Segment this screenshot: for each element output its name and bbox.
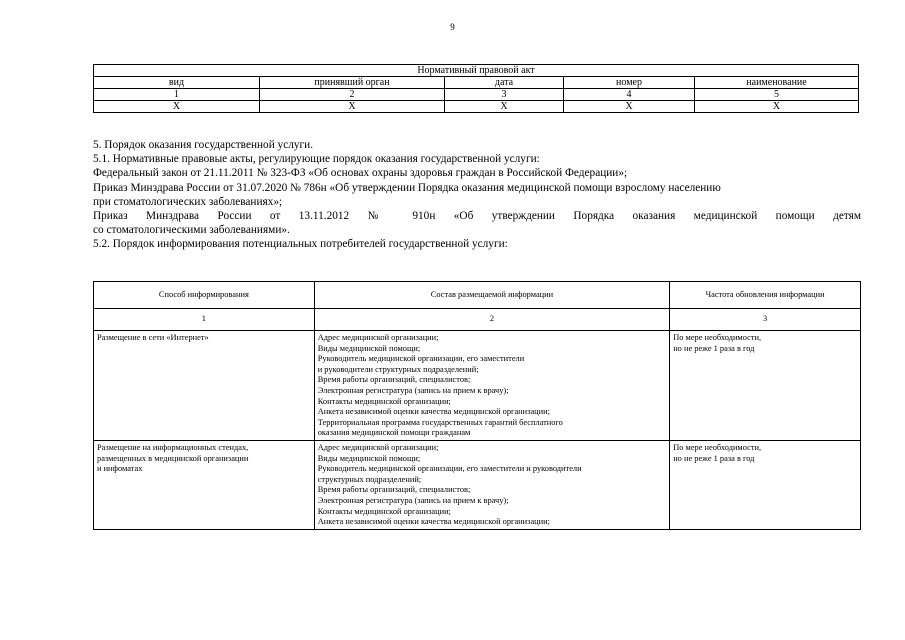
info-content-line: и руководители структурных подразделений; [317, 364, 479, 374]
info-content-line: оказания медицинской помощи гражданам [317, 428, 471, 438]
legal-act-table [93, 64, 859, 113]
info-content-line: Анкета независимой оценки качества медицинской организации; [317, 517, 550, 527]
info-method-line: и инфоматах [97, 464, 143, 474]
page-number: 9 [450, 22, 455, 32]
info-col-number: 2 [314, 309, 669, 331]
legal-act-header-date: дата [445, 77, 564, 89]
legal-act-col-number: 1 [94, 89, 260, 101]
legal-act-value: X [695, 101, 859, 113]
info-content-line: Виды медицинской помощи; [317, 343, 421, 353]
info-frequency-line: но не реже 1 раза в год [673, 453, 755, 463]
info-content-line: Время работы организаций, специалистов; [317, 375, 471, 385]
legal-act-value: X [260, 101, 445, 113]
info-method-cell [94, 331, 315, 441]
info-method-line: размещенных в медицинской организации [97, 453, 249, 463]
info-content-line: Территориальная программа государственных гарантий бесплатного [317, 417, 563, 427]
info-method-line: Размещение на информационных стендах, [97, 442, 249, 452]
legal-act-table-title: Нормативный правовой акт [94, 65, 859, 77]
information-table [93, 281, 861, 530]
info-content-line: Электронная регистратура (запись на прием к врачу); [317, 495, 509, 505]
info-content-line: Руководитель медицинской организации, его заместители [317, 354, 525, 364]
section-subheading-5-2: 5.2. Порядок информирования потенциальных потребителей государственной услуги: [93, 238, 508, 251]
table-row [94, 331, 861, 441]
legal-act-federal-law: Федеральный закон от 21.11.2011 № 323-ФЗ «Об основах охраны здоровья граждан в Российской Федерации»; [93, 167, 628, 180]
section-subheading-5-1: 5.1. Нормативные правовые акты, регулирующие порядок оказания государственной услуги: [93, 153, 540, 166]
legal-act-value: X [94, 101, 260, 113]
legal-act-header-type: вид [94, 77, 260, 89]
info-content-line: Электронная регистратура (запись на прием к врачу); [317, 385, 509, 395]
info-content-line: структурных подразделений; [317, 474, 422, 484]
info-content-line: Адрес медицинской организации; [317, 442, 439, 452]
legal-act-col-number: 5 [695, 89, 859, 101]
info-col-number: 1 [94, 309, 315, 331]
info-content-line: Виды медицинской помощи; [317, 453, 421, 463]
legal-act-value: X [445, 101, 564, 113]
table-row [94, 440, 861, 529]
info-col-number: 3 [670, 309, 861, 331]
legal-act-col-number: 4 [564, 89, 695, 101]
info-content-cell [314, 440, 669, 529]
info-frequency-line: По мере необходимости, [673, 333, 762, 342]
legal-act-order-786n-line1: Приказ Минздрава России от 31.07.2020 № 786н «Об утверждении Порядка оказания медицинской помощи взрослому населению [93, 181, 721, 194]
section-heading: 5. Порядок оказания государственной услуги. [93, 139, 314, 151]
legal-act-order-910n-line2: со стоматологическими заболеваниями». [93, 224, 290, 237]
info-content-line: Контакты медицинской организации; [317, 396, 451, 406]
info-content-cell [314, 331, 669, 441]
legal-act-order-786n-line2: при стоматологических заболеваниях»; [93, 195, 283, 208]
info-frequency-line: но не реже 1 раза в год [673, 343, 755, 353]
legal-act-header-name: наименование [695, 77, 859, 89]
info-method-cell [94, 440, 315, 529]
legal-act-value: X [564, 101, 695, 113]
legal-act-header-authority: принявший орган [260, 77, 445, 89]
legal-act-header-number: номер [564, 77, 695, 89]
legal-act-col-number: 2 [260, 89, 445, 101]
section-5-text [93, 138, 861, 252]
info-content-line: Руководитель медицинской организации, его заместители и руководители [317, 464, 582, 474]
legal-act-col-number: 3 [445, 89, 564, 101]
info-content-line: Адрес медицинской организации; [317, 333, 439, 342]
info-header-content: Состав размещаемой информации [314, 282, 669, 309]
info-frequency-cell [670, 331, 861, 441]
info-header-frequency: Частота обновления информации [670, 282, 861, 309]
info-header-method: Способ информирования [94, 282, 315, 309]
legal-act-order-910n-line1: Приказ Минздрава России от 13.11.2012 № 910н «Об утверждении Порядка оказания медицинской помощи детям [93, 210, 861, 223]
info-content-line: Время работы организаций, специалистов; [317, 485, 471, 495]
info-frequency-line: По мере необходимости, [673, 442, 762, 452]
info-content-line: Анкета независимой оценки качества медицинской организации; [317, 407, 550, 417]
info-frequency-cell [670, 440, 861, 529]
info-method-line: Размещение в сети «Интернет» [97, 333, 209, 342]
info-content-line: Контакты медицинской организации; [317, 506, 451, 516]
